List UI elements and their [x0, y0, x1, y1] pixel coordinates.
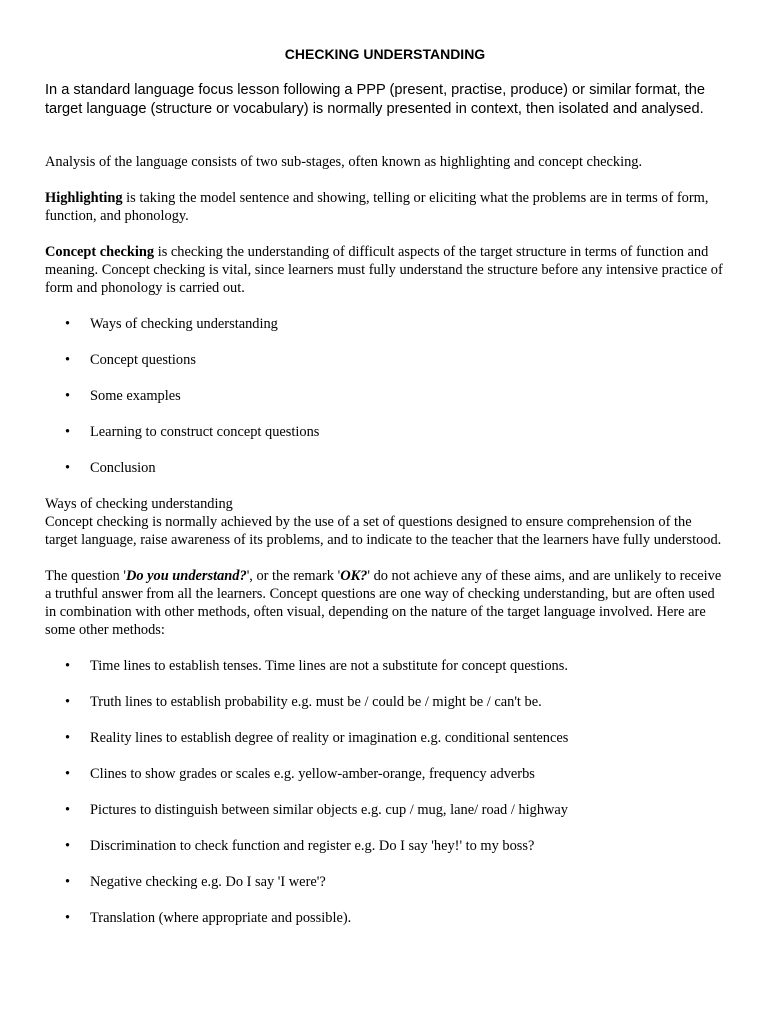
intro-paragraph: In a standard language focus lesson following a PPP (present, practise, produce) or similar format, the target language (structure or vocabulary) is normally presented in context, then isolated and analysed. [45, 82, 706, 117]
remark-quote: OK? [340, 568, 368, 584]
bullet-icon: • [65, 658, 71, 674]
concept-checking-text: is checking the understanding of difficult aspects of the target structure in terms of function and meaning. Concept checking is vital, since learners must fully understand the structure before any intensive practice of form and phonology is carried out. [45, 244, 723, 296]
list-item [45, 351, 725, 369]
section-intro-paragraph: Concept checking is normally achieved by the use of a set of questions designed to ensure comprehension of the target language, raise awareness of its problems, and to indicate to the teacher that the learners have fully understood. [45, 514, 722, 548]
list-item-text: Negative checking e.g. Do I say 'I were'? [90, 874, 326, 890]
list-item [45, 837, 725, 855]
methods-list [45, 657, 725, 927]
list-item-text: Conclusion [90, 460, 156, 476]
list-item [45, 873, 725, 891]
list-item [45, 729, 725, 747]
list-item-text: Translation (where appropriate and possible). [90, 910, 352, 926]
list-item-text: Ways of checking understanding [90, 316, 278, 332]
list-item-text: Concept questions [90, 352, 196, 368]
list-item [45, 387, 725, 405]
list-item [45, 459, 725, 477]
section-heading: Ways of checking understanding [45, 496, 233, 512]
bullet-icon: • [65, 316, 71, 332]
concept-checking-paragraph [45, 243, 725, 297]
highlighting-paragraph [45, 189, 725, 225]
bullet-icon: • [65, 388, 71, 404]
list-item [45, 765, 725, 783]
list-item [45, 657, 725, 675]
bullet-icon: • [65, 460, 71, 476]
bullet-icon: • [65, 910, 71, 926]
bullet-icon: • [65, 766, 71, 782]
bullet-icon: • [65, 874, 71, 890]
list-item-text: Some examples [90, 388, 181, 404]
list-item [45, 909, 725, 927]
list-item [45, 423, 725, 441]
bullet-icon: • [65, 352, 71, 368]
question-text-part: ', or the remark ' [246, 568, 341, 584]
contents-list [45, 315, 725, 477]
question-quote: Do you understand? [125, 568, 247, 584]
list-item-text: Discrimination to check function and register e.g. Do I say 'hey!' to my boss? [90, 838, 535, 854]
list-item [45, 801, 725, 819]
bullet-icon: • [65, 838, 71, 854]
question-paragraph [45, 567, 725, 639]
list-item-text: Pictures to distinguish between similar objects e.g. cup / mug, lane/ road / highway [90, 802, 568, 818]
bullet-icon: • [65, 424, 71, 440]
analysis-paragraph: Analysis of the language consists of two sub-stages, often known as highlighting and concept checking. [45, 154, 643, 170]
bullet-icon: • [65, 730, 71, 746]
highlighting-term: Highlighting [45, 190, 123, 206]
page-title: CHECKING UNDERSTANDING [284, 46, 486, 62]
list-item [45, 693, 725, 711]
list-item-text: Truth lines to establish probability e.g. must be / could be / might be / can't be. [90, 694, 542, 710]
question-text-part: ' do not achieve any of these aims, and are unlikely to receive a truthful answer from all the learners. Concept questions are one way of checking understanding, but are often used in combination with other methods, often visual, depending on the nature of the target language involved. Here are some other methods: [45, 568, 722, 638]
highlighting-text: is taking the model sentence and showing, telling or eliciting what the problems are in terms of form, function, and phonology. [45, 190, 709, 224]
list-item [45, 315, 725, 333]
list-item-text: Learning to construct concept questions [90, 424, 320, 440]
question-text-part: The question ' [45, 568, 126, 584]
list-item-text: Time lines to establish tenses. Time lines are not a substitute for concept questions. [90, 658, 568, 674]
document-page [45, 44, 725, 927]
concept-checking-term: Concept checking [45, 244, 155, 260]
bullet-icon: • [65, 694, 71, 710]
bullet-icon: • [65, 802, 71, 818]
list-item-text: Clines to show grades or scales e.g. yellow-amber-orange, frequency adverbs [90, 766, 535, 782]
list-item-text: Reality lines to establish degree of reality or imagination e.g. conditional sentences [90, 730, 569, 746]
